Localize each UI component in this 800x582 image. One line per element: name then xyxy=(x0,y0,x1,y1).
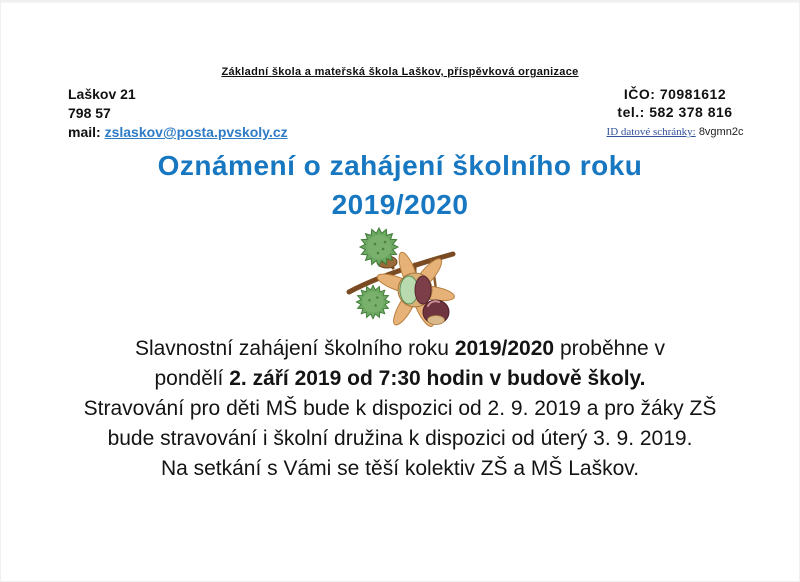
body-line-2-bold: 2. září 2019 od 7:30 hodin v budově školy. xyxy=(229,367,646,390)
body-line-1-bold: 2019/2020 xyxy=(454,337,555,360)
mail-row xyxy=(68,123,288,142)
spiky-husk-top-icon xyxy=(360,228,398,268)
announcement-title-line2: 2019/2020 xyxy=(331,189,469,220)
body-line-2-text: pondělí xyxy=(154,367,230,390)
header-address-block xyxy=(68,85,288,142)
header-contact-block xyxy=(560,85,790,141)
body-line-1 xyxy=(0,334,800,364)
spiky-husk-bottom-icon xyxy=(356,285,389,318)
body-line-5: Na setkání s Vámi se těší kolektiv ZŠ a MŠ Laškov. xyxy=(160,457,640,480)
databox-value: 8vgmn2c xyxy=(698,126,744,138)
mail-label: mail: xyxy=(68,124,101,140)
announcement-title-line1: Oznámení o zahájení školního roku xyxy=(157,150,643,181)
body-line-4: bude stravování i školní družina k dispozici od úterý 3. 9. 2019. xyxy=(107,427,693,450)
announcement-title xyxy=(0,146,800,224)
announcement-body xyxy=(0,334,800,484)
tel-line: tel.: 582 378 816 xyxy=(617,104,733,120)
databox-link[interactable]: ID datové schránky: xyxy=(606,126,696,138)
address-line-2: 798 57 xyxy=(68,105,111,121)
body-line-1-text: Slavnostní zahájení školního roku xyxy=(134,337,455,360)
org-title: Základní škola a mateřská škola Laškov, příspěvková organizace xyxy=(221,66,579,78)
ico-line: IČO: 70981612 xyxy=(623,86,727,102)
databox-row xyxy=(560,123,790,141)
email-link[interactable]: zslaskov@posta.pvskoly.cz xyxy=(104,124,288,140)
conker-icon xyxy=(423,300,449,325)
chestnuts-branch-icon xyxy=(335,226,465,330)
chestnuts-clipart xyxy=(0,226,800,335)
address-line-1: Laškov 21 xyxy=(68,86,136,102)
open-husk-icon xyxy=(398,273,432,307)
body-line-2 xyxy=(0,364,800,394)
body-line-1-text2: proběhne v xyxy=(554,337,666,360)
body-line-3: Stravování pro děti MŠ bude k dispozici od 2. 9. 2019 a pro žáky ZŠ xyxy=(83,397,717,420)
